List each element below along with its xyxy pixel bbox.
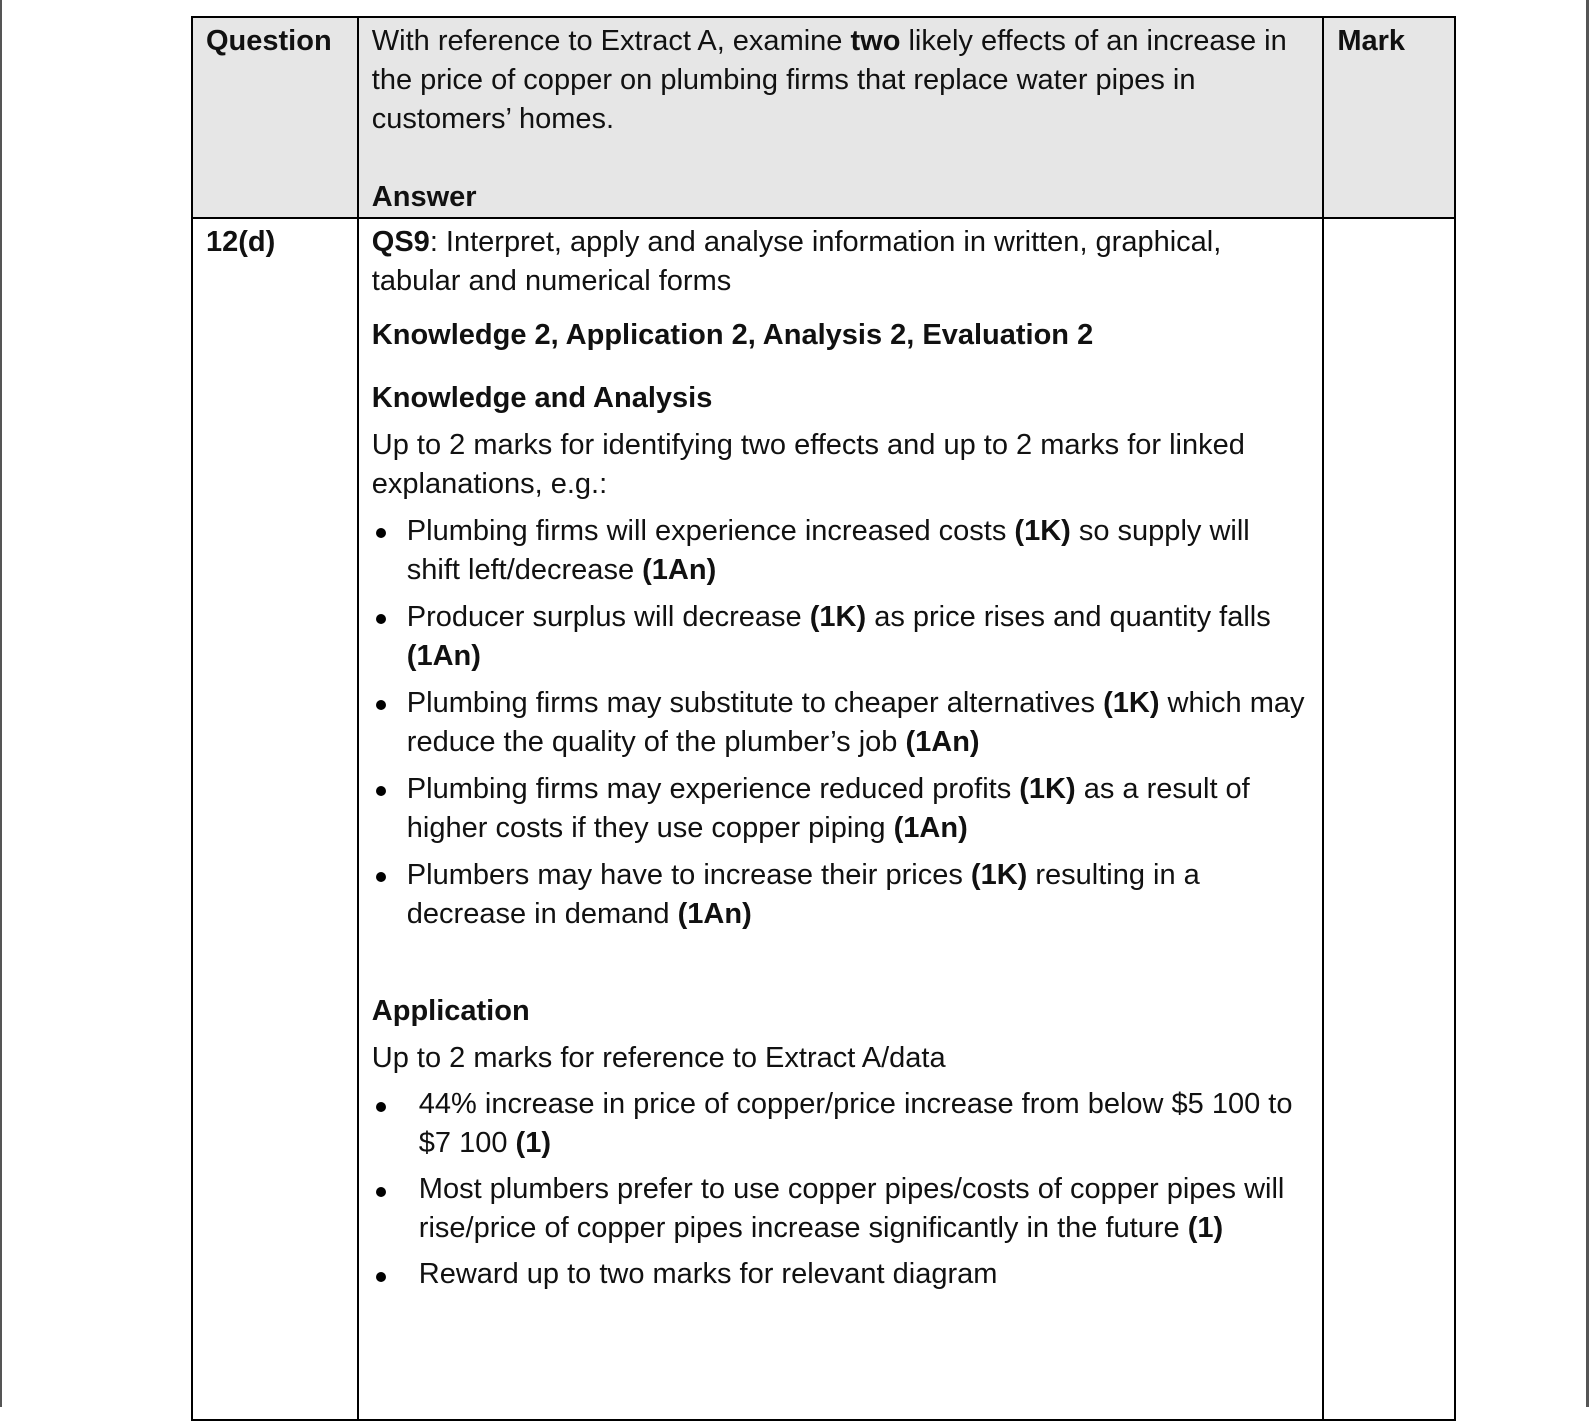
- mark-code: (1K): [1019, 773, 1076, 805]
- question-number: 12(d): [206, 226, 276, 258]
- bullet-icon: [376, 1102, 386, 1112]
- item-text: as a result of higher costs if they use copper piping: [406, 773, 1250, 844]
- mark-code: (1): [515, 1127, 551, 1159]
- application-description: Up to 2 marks for reference to Extract A/data: [371, 1042, 946, 1074]
- bullet-icon: [376, 614, 386, 624]
- item-text: as price rises and quantity falls: [866, 601, 1271, 633]
- mark-code: (1An): [905, 726, 980, 758]
- list-item: [372, 512, 1311, 590]
- mark-code: (1K): [970, 859, 1028, 891]
- mark-code: (1): [1187, 1212, 1224, 1244]
- marks-breakdown: Knowledge 2, Application 2, Analysis 2, Evaluation 2: [371, 319, 1094, 351]
- question-number-cell: [192, 218, 358, 1420]
- bullet-icon: [376, 528, 386, 538]
- qs-code: QS9: [371, 226, 430, 258]
- item-text: Most plumbers prefer to use copper pipes/costs of copper pipes will rise/price of copper pipes increase significantly in the future: [418, 1173, 1285, 1244]
- item-text: Plumbing firms will experience increased costs: [406, 515, 1015, 547]
- mark-code: (1An): [642, 554, 717, 586]
- bullet-icon: [376, 1187, 386, 1197]
- item-text: Plumbing firms may substitute to cheaper alternatives: [406, 687, 1104, 719]
- application-heading: Application: [371, 995, 530, 1027]
- bullet-icon: [376, 1272, 386, 1282]
- bullet-icon: [376, 786, 386, 796]
- mark-scheme-table: [191, 16, 1456, 1421]
- item-text: Reward up to two marks for relevant diagram: [418, 1258, 998, 1290]
- question-text-part: likely effects of an increase in the price of copper on plumbing firms that replace water pipes in customers’ homes.: [371, 25, 1287, 135]
- item-text: 44% increase in price of copper/price increase from below $5 100 to $7 100: [418, 1088, 1293, 1159]
- list-item: [372, 1255, 1311, 1294]
- item-text: resulting in a decrease in demand: [406, 859, 1200, 930]
- knowledge-analysis-heading: Knowledge and Analysis: [371, 382, 713, 414]
- page-edge-left: [0, 0, 2, 1407]
- question-text: [372, 22, 1311, 139]
- mark-value: [1324, 219, 1454, 223]
- item-text: Plumbing firms may experience reduced profits: [406, 773, 1020, 805]
- item-text: so supply will shift left/decrease: [406, 515, 1250, 586]
- item-text: which may reduce the quality of the plumber’s job: [406, 687, 1305, 758]
- knowledge-analysis-list: [372, 512, 1311, 934]
- knowledge-analysis-description: Up to 2 marks for identifying two effects and up to 2 marks for linked explanations, e.g.:: [371, 429, 1245, 500]
- answer-cell: [358, 218, 1324, 1420]
- bullet-icon: [376, 872, 386, 882]
- quantitative-skill: [372, 223, 1311, 301]
- list-item: [372, 1170, 1311, 1248]
- bullet-icon: [376, 700, 386, 710]
- list-item: [372, 1085, 1311, 1163]
- list-item: [372, 856, 1311, 934]
- list-item: [372, 684, 1311, 762]
- question-text-cell: [358, 17, 1324, 218]
- mark-header-cell: [1323, 17, 1455, 218]
- application-list: [372, 1085, 1311, 1294]
- answer-row: [192, 218, 1455, 1420]
- answer-label: Answer: [371, 181, 477, 213]
- question-header-cell: [192, 17, 358, 218]
- mark-cell: [1323, 218, 1455, 1420]
- question-column-label: Question: [206, 25, 332, 57]
- question-text-part: With reference to Extract A, examine: [371, 25, 851, 57]
- list-item: [372, 598, 1311, 676]
- mark-code: (1An): [893, 812, 968, 844]
- mark-code: (1K): [1014, 515, 1071, 547]
- mark-code: (1K): [1103, 687, 1160, 719]
- mark-column-label: Mark: [1337, 25, 1406, 57]
- qs-text: : Interpret, apply and analyse information in written, graphical, tabular and numerical forms: [371, 226, 1222, 297]
- item-text: Plumbers may have to increase their prices: [406, 859, 971, 891]
- mark-code: (1An): [406, 640, 481, 672]
- question-text-emphasis: two: [850, 25, 901, 57]
- mark-code: (1K): [809, 601, 867, 633]
- mark-code: (1An): [677, 898, 752, 930]
- list-item: [372, 770, 1311, 848]
- header-row: [192, 17, 1455, 218]
- item-text: Producer surplus will decrease: [406, 601, 810, 633]
